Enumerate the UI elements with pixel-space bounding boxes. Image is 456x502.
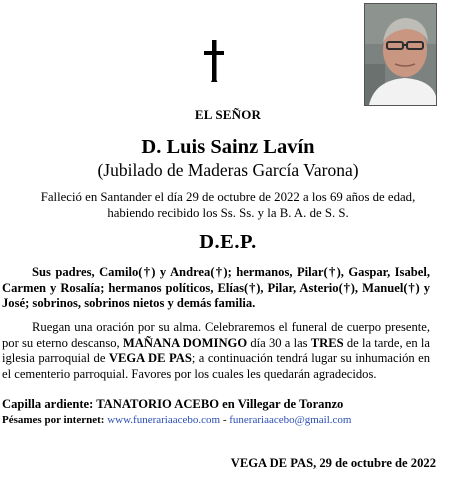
death-line-2: habiendo recibido los Ss. Ss. y la B. A. de S. S. [107, 206, 349, 220]
funeral-text-4: ; a continuación tendrá lugar su inhumación en el cementerio parroquial. Favores por los cuales les quedarán agradecidos. [2, 351, 431, 381]
portrait-image [365, 4, 436, 105]
funeral-text-1: Ruegan una oración por su alma. Celebraremos el funeral de cuerpo presente, por su eterno descanso, [2, 320, 430, 350]
condolences-label: Pésames por internet: [2, 414, 105, 426]
funeral-chapel: Capilla ardiente: TANATORIO ACEBO en Villegar de Toranzo [2, 397, 344, 411]
death-details [8, 189, 448, 221]
online-condolences [2, 413, 442, 427]
deceased-name: D. Luis Sainz Lavín [141, 136, 315, 158]
occupation-subtitle: (Jubilado de Maderas García Varona) [97, 160, 359, 180]
family-list: Sus padres, Camilo(†) y Andrea(†); hermanos, Pilar(†), Gaspar, Isabel, Carmen y Rosalía; hermanos políticos, Elías(†), Pilar, Asterio(†), Manuel(†) y José; sobrinos, sobrinos nietos y demás familia. [2, 265, 430, 310]
funeral-place: VEGA DE PAS [108, 351, 192, 365]
funeral-home-website-link[interactable]: www.funerariaacebo.com [107, 414, 221, 426]
latin-cross-icon [203, 40, 225, 82]
dep-heading: D.E.P. [199, 231, 257, 253]
place-and-date: VEGA DE PAS, 29 de octubre de 2022 [230, 456, 436, 470]
condolences-separator: - [220, 414, 230, 426]
funeral-text-3: de la tarde, en la iglesia parroquial de [2, 335, 430, 365]
funeral-hour: TRES [310, 335, 344, 350]
funeral-text-2: día 30 a las [247, 335, 311, 350]
funeral-details [2, 320, 430, 382]
title-prefix: EL SEÑOR [194, 107, 262, 122]
portrait-photo [364, 3, 437, 106]
funeral-home-email-link[interactable]: funerariaacebo@gmail.com [229, 414, 352, 426]
death-line-1: Falleció en Santander el día 29 de octubre de 2022 a los 69 años de edad, [40, 190, 416, 204]
funeral-day: MAÑANA DOMINGO [122, 335, 248, 350]
